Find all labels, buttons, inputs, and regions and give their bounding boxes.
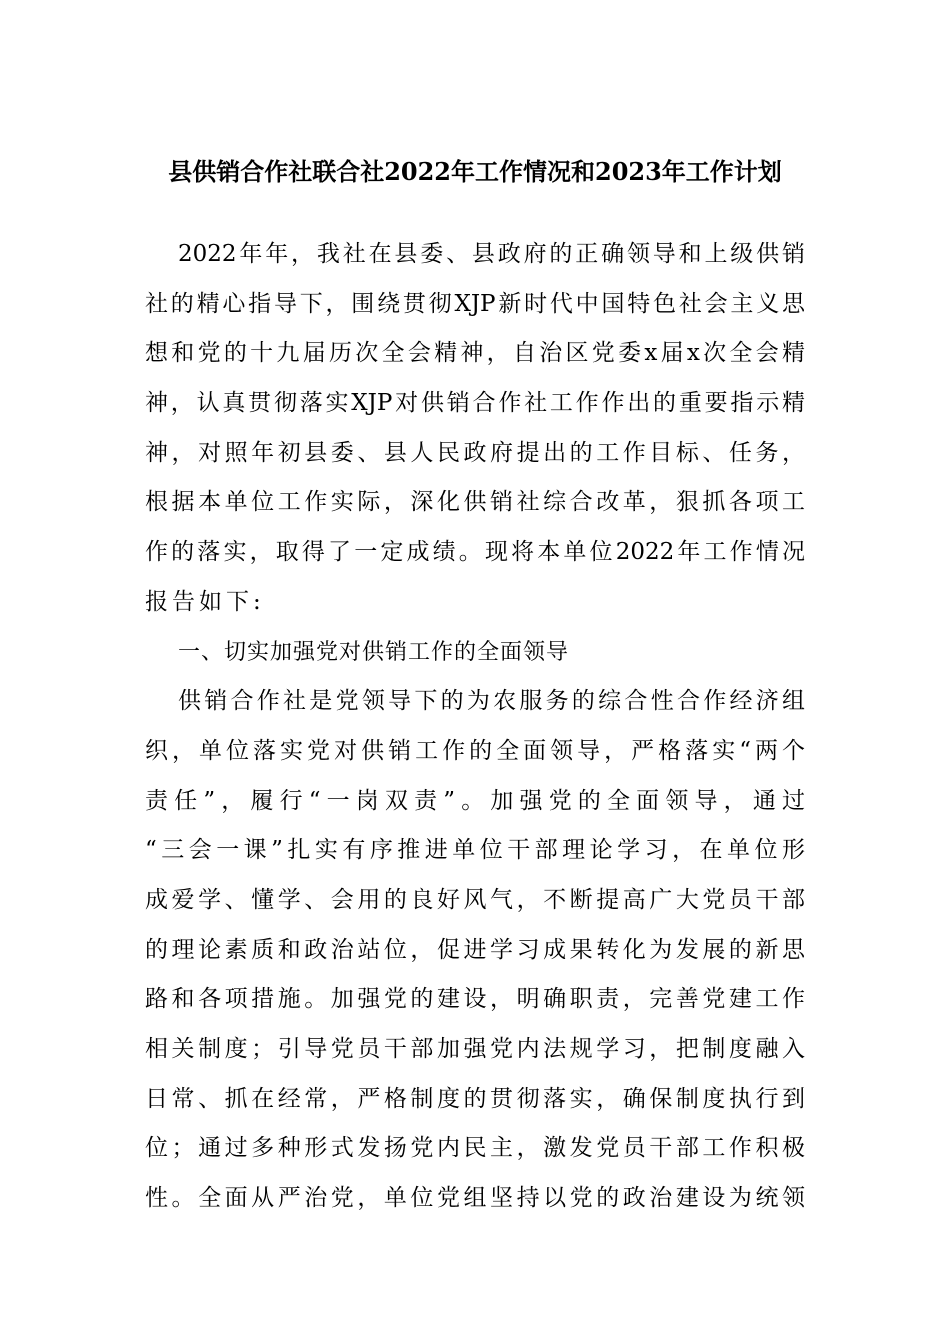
paragraph-line: 日常、抓在经常，严格制度的贯彻落实，确保制度执行到 (145, 1085, 805, 1112)
paragraph-line: “三会一课”扎实有序推进单位干部理论学习，在单位形 (145, 837, 805, 864)
paragraph-line: 责任”，履行“一岗双责”。加强党的全面领导，通过 (145, 787, 805, 814)
paragraph-line: 织，单位落实党对供销工作的全面领导，严格落实“两个 (145, 737, 805, 764)
paragraph-line: 供销合作社是党领导下的为农服务的综合性合作经济组 (178, 688, 805, 715)
paragraph-line: 相关制度；引导党员干部加强党内法规学习，把制度融入 (145, 1036, 805, 1062)
paragraph-line: 路和各项措施。加强党的建设，明确职责，完善党建工作 (145, 986, 805, 1013)
paragraph-line: 作的落实，取得了一定成绩。现将本单位2022年工作情况 (145, 539, 805, 566)
paragraph-line: 想和党的十九届历次全会精神，自治区党委x届x次全会精 (145, 340, 805, 367)
paragraph-line: 报告如下: (145, 588, 265, 615)
paragraph-line: 位；通过多种形式发扬党内民主，激发党员干部工作积极 (145, 1135, 805, 1162)
document-title: 县供销合作社联合社2022年工作情况和2023年工作计划 (168, 157, 782, 186)
section-heading: 一、切实加强党对供销工作的全面领导 (178, 639, 570, 665)
document-body (145, 230, 805, 1224)
paragraph-line: 成爱学、懂学、会用的良好风气，不断提高广大党员干部 (145, 886, 805, 913)
paragraph-line: 神，认真贯彻落实XJP对供销合作社工作作出的重要指示精 (145, 390, 805, 417)
paragraph-line: 性。全面从严治党，单位党组坚持以党的政治建设为统领 (145, 1185, 805, 1212)
paragraph-line: 的理论素质和政治站位，促进学习成果转化为发展的新思 (145, 936, 805, 963)
paragraph-line: 根据本单位工作实际，深化供销社综合改革，狠抓各项工 (145, 489, 805, 516)
paragraph-line: 社的精心指导下，围绕贯彻XJP新时代中国特色社会主义思 (145, 290, 805, 317)
paragraph-line: 神，对照年初县委、县人民政府提出的工作目标、任务， (145, 439, 805, 466)
paragraph-line: 2022年年，我社在县委、县政府的正确领导和上级供销 (178, 241, 805, 267)
